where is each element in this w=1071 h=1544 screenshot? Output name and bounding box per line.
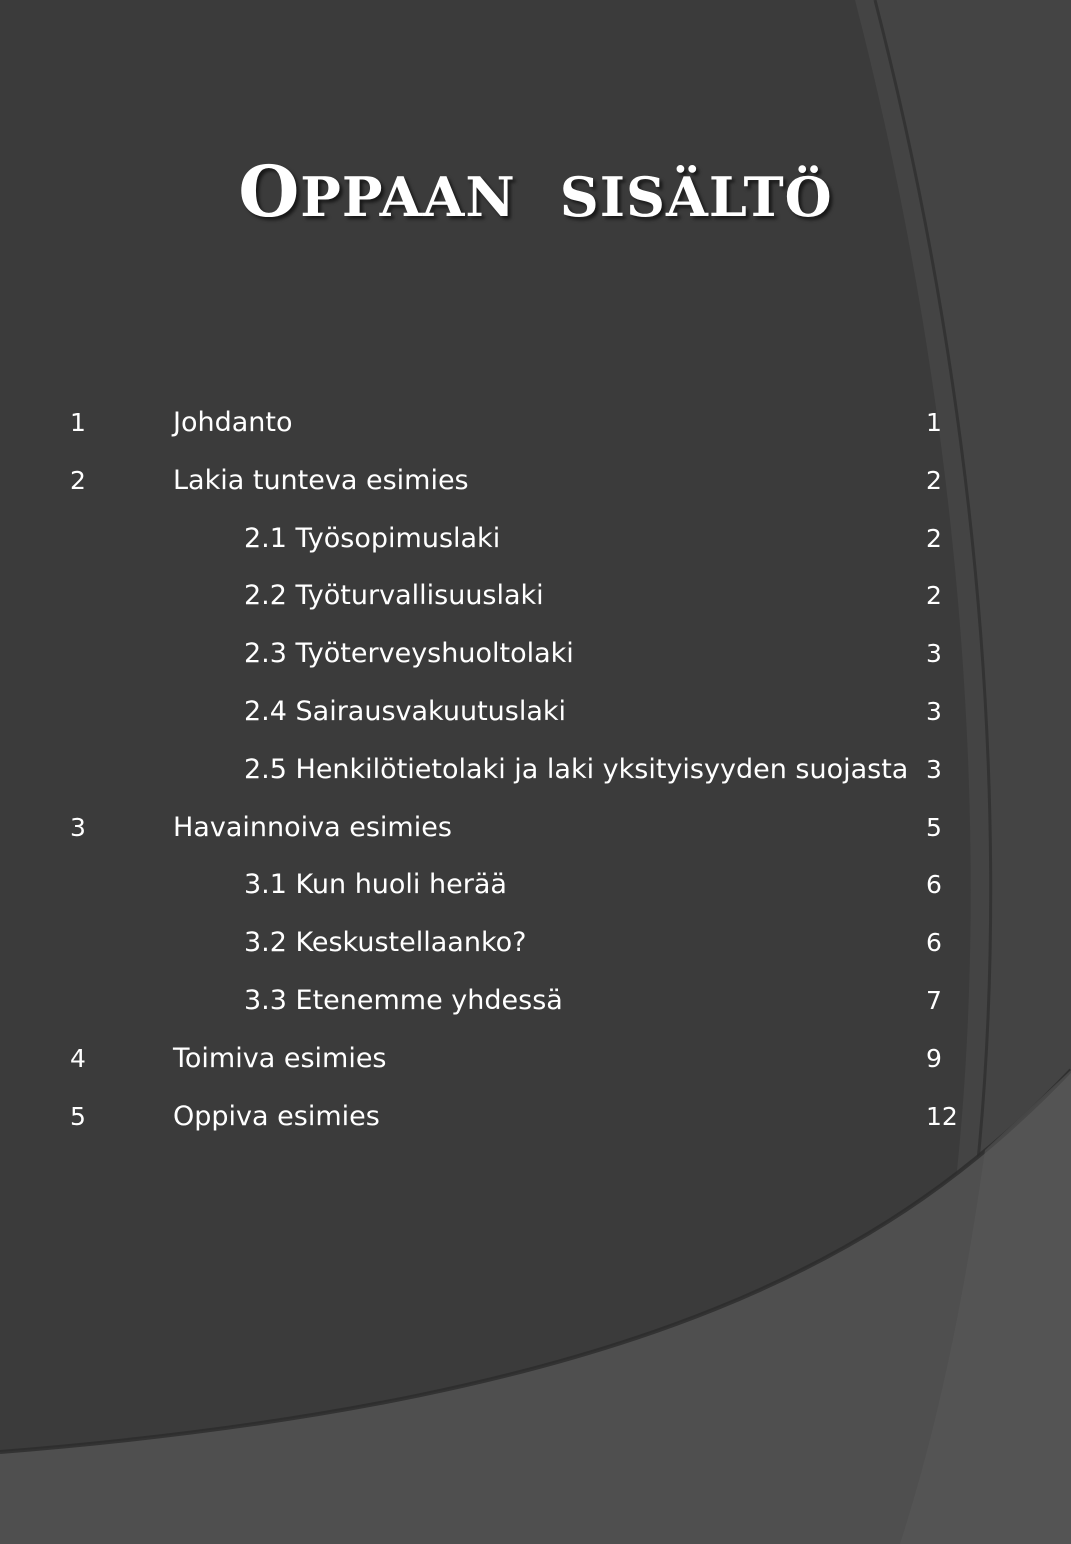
toc-entry-page-number: 6 <box>926 870 942 900</box>
toc-entry-label: 2.1 Työsopimuslaki <box>244 522 501 554</box>
toc-entry-label: 3.3 Etenemme yhdessä <box>244 985 563 1016</box>
toc-entry-label: Johdanto <box>173 407 293 438</box>
toc-entry[interactable] <box>0 1039 1071 1079</box>
toc-entry[interactable] <box>0 808 1071 848</box>
toc-entry[interactable] <box>0 403 1071 443</box>
toc-entry[interactable] <box>0 1097 1071 1137</box>
toc-entry[interactable] <box>0 692 1071 732</box>
toc-entry-label: 2.5 Henkilötietolaki ja laki yksityisyyden suojasta <box>244 753 909 785</box>
toc-entry-label: 2.4 Sairausvakuutuslaki <box>244 696 567 727</box>
toc-entry[interactable] <box>0 923 1071 963</box>
title-word-2: SISÄLTÖ <box>559 165 833 229</box>
toc-entry[interactable] <box>0 865 1071 905</box>
toc-entry-label: 3.1 Kun huoli herää <box>244 869 507 901</box>
toc-entry-page-number: 1 <box>926 408 942 437</box>
toc-entry-label: Havainnoiva esimies <box>173 811 452 843</box>
toc-entry-page-number: 2 <box>926 581 942 611</box>
toc-entry-number: 2 <box>70 465 86 495</box>
toc-entry-number: 4 <box>70 1043 86 1073</box>
toc-entry-label: Lakia tunteva esimies <box>173 464 469 496</box>
toc-entry[interactable] <box>0 461 1071 501</box>
toc-entry-page-number: 2 <box>926 465 942 495</box>
toc-entry-label: 2.3 Työterveyshuoltolaki <box>244 638 574 670</box>
toc-entry-label: Toimiva esimies <box>173 1042 387 1074</box>
toc-entry-number: 5 <box>70 1101 86 1131</box>
toc-entry-label: Oppiva esimies <box>173 1100 380 1132</box>
title-word-1: OPPAAN <box>238 150 516 233</box>
toc-entry-page-number: 3 <box>926 639 942 669</box>
toc-entry-page-number: 5 <box>926 812 942 842</box>
toc-entry[interactable] <box>0 981 1071 1021</box>
toc-entry-number: 1 <box>70 408 86 437</box>
toc-entry-page-number: 9 <box>926 1043 942 1073</box>
toc-entry-label: 3.2 Keskustellaanko? <box>244 927 527 959</box>
toc-entry[interactable] <box>0 519 1071 559</box>
toc-entry[interactable] <box>0 750 1071 790</box>
toc-entry[interactable] <box>0 576 1071 616</box>
toc-entry-page-number: 2 <box>926 523 942 553</box>
toc-entry-page-number: 12 <box>926 1101 958 1131</box>
toc-entry-page-number: 3 <box>926 754 942 784</box>
toc-entry-page-number: 3 <box>926 697 942 726</box>
toc-entry-page-number: 7 <box>926 986 942 1015</box>
toc-entry-page-number: 6 <box>926 928 942 958</box>
toc-entry-number: 3 <box>70 812 86 842</box>
toc-entry[interactable] <box>0 634 1071 674</box>
toc-entry-label: 2.2 Työturvallisuuslaki <box>244 580 544 612</box>
